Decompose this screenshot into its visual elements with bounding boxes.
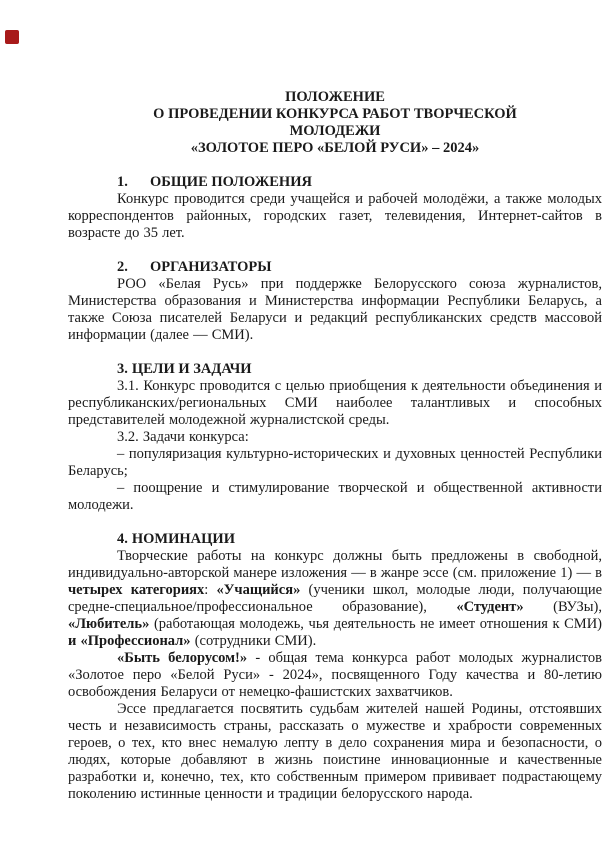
section-heading-4 [68, 531, 602, 548]
section-label: ОБЩИЕ ПОЛОЖЕНИЯ [150, 174, 312, 190]
paragraph: Конкурс проводится среди учащейся и рабочей молодёжи, а также молодых корреспондентов районных, городских газет, телевидения, Интернет-сайтов в возрасте до 35 лет. [68, 191, 602, 241]
paragraph: 3.1. Конкурс проводится с целью приобщения к деятельности объединения и республиканских/региональных СМИ наиболее талантливых и способных представителей молодежной журналистской среды. [68, 378, 602, 428]
paragraph: РОО «Белая Русь» при поддержке Белорусского союза журналистов, Министерства образования и Министерства информации Республики Беларусь, а также Союза писателей Беларуси и редакций республиканских средств массовой информации (далее — СМИ). [68, 276, 602, 343]
paragraph: «Быть белорусом!» - общая тема конкурса работ молодых журналистов «Золотое перо «Белой Руси» - 2024», посвященного Году качества и 80-летию освобождения Беларуси от немецко-фашистских захватчиков. [68, 650, 602, 700]
section-number: 2. [117, 259, 128, 275]
section-heading-2 [68, 259, 602, 276]
document-title [68, 89, 602, 157]
title-line: ПОЛОЖЕНИЕ [285, 89, 385, 105]
title-line: «ЗОЛОТОЕ ПЕРО «БЕЛОЙ РУСИ» – 2024» [190, 140, 480, 156]
section-label: НОМИНАЦИИ [131, 531, 235, 547]
section-number: 4. [117, 531, 128, 547]
red-corner-marker [5, 30, 19, 44]
section-heading-3 [68, 361, 602, 378]
section-label: ЦЕЛИ И ЗАДАЧИ [131, 361, 252, 377]
section-number: 3. [117, 361, 128, 377]
list-item: – популяризация культурно-исторических и духовных ценностей Республики Беларусь; [68, 446, 602, 479]
list-item: – поощрение и стимулирование творческой и общественной активности молодежи. [68, 480, 602, 513]
section-label: ОРГАНИЗАТОРЫ [150, 259, 272, 275]
title-line: О ПРОВЕДЕНИИ КОНКУРСА РАБОТ ТВОРЧЕСКОЙ [153, 106, 517, 122]
paragraph: 3.2. Задачи конкурса: [117, 429, 249, 445]
section-number: 1. [117, 174, 128, 190]
paragraph: Эссе предлагается посвятить судьбам жителей нашей Родины, отстоявших честь и независимость страны, рассказать о мужестве и храбрости современных героев, о тех, кто внес немалую лепту в дело сохранения мира и безопасности, о людях, которые добавляют в жизнь поистине инновационные и качественные разработки и, конечно, тех, кто собственным примером прививает подрастающему поколению истинные ценности и традиции белорусского народа. [68, 701, 602, 802]
paragraph: Творческие работы на конкурс должны быть предложены в свободной, индивидуально-авторской манере изложения — в жанре эссе (см. приложение 1) — в четырех категориях: «Учащийся» (ученики школ, молодые люди, получающие средне-специальное/профессиональное образование), «Студент» (ВУЗы), «Любитель» (работающая молодежь, чья деятельность не имеет отношения к СМИ) и «Профессионал» (сотрудники СМИ). [68, 548, 603, 649]
title-line: МОЛОДЕЖИ [289, 123, 381, 139]
section-heading-1 [68, 174, 602, 191]
